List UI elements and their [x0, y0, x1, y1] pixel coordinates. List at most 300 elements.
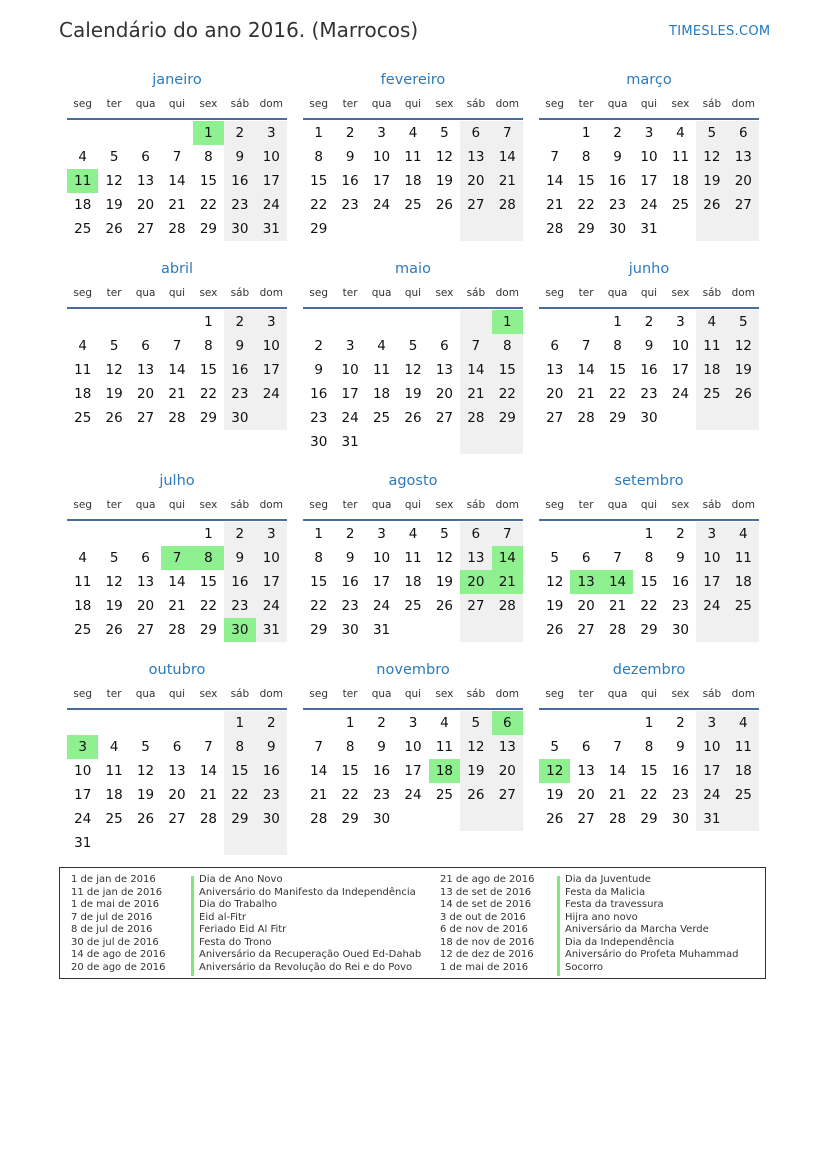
day-cell: 10: [262, 338, 280, 354]
day-cell: 7: [204, 739, 213, 755]
day-cell: 17: [262, 574, 280, 590]
day-cell: 8: [345, 739, 355, 755]
day-cell: 24: [341, 410, 359, 426]
weekday-label: ter: [106, 688, 122, 700]
legend-date: 12 de dez de 2016: [440, 949, 534, 960]
day-cell: 9: [676, 550, 685, 566]
header-rule: [67, 307, 287, 309]
day-cell: 8: [613, 338, 622, 354]
page-title: Calendário do ano 2016. (Marrocos): [59, 18, 419, 42]
day-cell: 13: [136, 362, 155, 378]
day-cell: 15: [608, 362, 627, 378]
day-cell: 16: [231, 362, 249, 378]
day-cell: 23: [671, 598, 690, 614]
day-cell: 30: [262, 811, 280, 827]
header-rule: [303, 307, 523, 309]
day-cell: 22: [577, 197, 595, 213]
day-cell: 21: [467, 386, 485, 402]
day-cell: 17: [671, 362, 690, 378]
day-cell: 17: [703, 763, 721, 779]
day-cell: 16: [341, 574, 359, 590]
day-cell: 23: [372, 787, 391, 803]
month-name: julho: [159, 473, 195, 489]
legend-names-left: [199, 874, 421, 974]
weekday-label: dom: [495, 499, 519, 511]
holiday-day-cell: 7: [161, 546, 192, 570]
weekday-label: qua: [371, 98, 392, 110]
day-cell: 28: [310, 811, 328, 827]
day-cell: 24: [671, 386, 690, 402]
day-cell: 14: [310, 763, 328, 779]
day-cell: 25: [671, 197, 690, 213]
day-cell: 31: [74, 835, 92, 851]
day-cell: 6: [471, 526, 481, 542]
day-cell: 31: [372, 622, 391, 638]
weekday-header: [539, 499, 759, 517]
weekday-label: seg: [73, 98, 93, 110]
day-cell: 12: [546, 574, 564, 590]
legend-date: 8 de jul de 2016: [71, 924, 153, 935]
day-cell: 8: [502, 338, 512, 354]
month-name: novembro: [376, 662, 450, 678]
weekday-label: dom: [495, 287, 519, 299]
day-cell: 1: [204, 526, 213, 542]
day-cell: 12: [734, 338, 752, 354]
day-cell: 16: [671, 763, 690, 779]
day-cell: 31: [640, 221, 658, 237]
day-cell: 9: [644, 338, 654, 354]
day-cell: 20: [577, 787, 595, 803]
day-cell: 26: [703, 197, 721, 213]
legend-date: 13 de set de 2016: [440, 886, 532, 898]
day-cell: 1: [345, 715, 355, 731]
day-cell: 23: [262, 787, 280, 803]
weekday-label: qua: [135, 287, 156, 299]
day-cell: 13: [467, 149, 485, 165]
day-cell: 27: [136, 221, 155, 237]
weekday-label: sex: [671, 688, 690, 700]
weekday-label: sáb: [702, 98, 722, 110]
day-cell: 26: [136, 811, 155, 827]
weekday-label: ter: [106, 287, 122, 299]
weekday-header: [539, 98, 759, 116]
weekday-label: sex: [435, 499, 454, 511]
weekday-label: qui: [168, 499, 186, 511]
weekday-label: sex: [199, 98, 218, 110]
day-cell: 15: [199, 362, 218, 378]
day-cell: 23: [341, 197, 359, 213]
day-cell: 21: [608, 787, 627, 803]
day-cell: 21: [168, 598, 186, 614]
day-cell: 8: [314, 550, 323, 566]
day-cell: 18: [74, 386, 92, 402]
day-cell: 7: [471, 338, 481, 354]
day-cell: 9: [345, 550, 355, 566]
day-cell: 18: [734, 574, 752, 590]
day-cell: 3: [266, 526, 276, 542]
day-cell: 8: [644, 739, 654, 755]
day-cell: 10: [262, 550, 280, 566]
day-cell: 5: [550, 550, 559, 566]
day-cell: 15: [341, 763, 359, 779]
day-cell: 16: [231, 574, 249, 590]
weekday-label: sáb: [466, 688, 486, 700]
day-cell: 28: [546, 221, 564, 237]
weekday-label: seg: [309, 499, 329, 511]
day-cell: 28: [608, 811, 627, 827]
day-cell: 27: [577, 811, 595, 827]
holiday-day-cell: 20: [460, 570, 491, 594]
weekday-label: qui: [404, 287, 422, 299]
day-cell: 6: [440, 338, 449, 354]
day-cell: 3: [266, 314, 276, 330]
holiday-day-cell: 8: [193, 546, 224, 570]
weekday-header: [539, 287, 759, 305]
day-cell: 24: [262, 386, 280, 402]
day-cell: 7: [581, 338, 591, 354]
holiday-day-cell: 6: [492, 711, 523, 735]
weekday-label: qua: [371, 688, 392, 700]
day-cell: 30: [608, 221, 627, 237]
weekday-label: dom: [731, 287, 755, 299]
day-cell: 5: [109, 149, 119, 165]
day-cell: 22: [199, 197, 218, 213]
day-cell: 12: [105, 173, 123, 189]
day-cell: 25: [703, 386, 721, 402]
weekday-label: qua: [607, 499, 628, 511]
day-cell: 19: [546, 598, 564, 614]
day-cell: 11: [671, 149, 690, 165]
day-cell: 25: [404, 598, 422, 614]
day-cell: 22: [199, 598, 218, 614]
weekday-label: qui: [640, 499, 658, 511]
weekday-label: ter: [342, 98, 358, 110]
day-cell: 11: [372, 362, 391, 378]
weekday-label: qui: [168, 688, 186, 700]
day-cell: 28: [199, 811, 218, 827]
legend-dates-right: [440, 874, 534, 974]
day-cell: 6: [471, 125, 481, 141]
day-cell: 22: [310, 598, 328, 614]
day-cell: 22: [640, 787, 658, 803]
day-cell: 13: [577, 763, 595, 779]
header-rule: [539, 118, 759, 120]
day-cell: 13: [734, 149, 752, 165]
day-cell: 9: [235, 338, 245, 354]
weekday-label: sáb: [702, 499, 722, 511]
month-name: junho: [628, 261, 670, 277]
day-cell: 26: [546, 811, 564, 827]
day-cell: 10: [703, 550, 721, 566]
holiday-day-cell: 18: [429, 759, 460, 783]
day-cell: 4: [408, 526, 418, 542]
day-cell: 19: [136, 787, 155, 803]
header-rule: [67, 519, 287, 521]
day-cell: 28: [168, 622, 186, 638]
day-cell: 5: [738, 314, 748, 330]
day-cell: 11: [734, 550, 752, 566]
day-cell: 15: [640, 763, 658, 779]
day-cell: 12: [136, 763, 155, 779]
weekday-label: qui: [168, 287, 186, 299]
day-cell: 26: [105, 622, 123, 638]
day-cell: 14: [608, 763, 627, 779]
month-name: agosto: [388, 473, 438, 489]
weekday-label: ter: [106, 499, 122, 511]
legend-holiday-name: Aniversário do Profeta Muhammad: [565, 949, 739, 960]
day-cell: 5: [109, 550, 119, 566]
day-cell: 11: [404, 149, 422, 165]
day-cell: 27: [577, 622, 595, 638]
day-cell: 15: [577, 173, 595, 189]
legend-holiday-name: Socorro: [565, 961, 604, 973]
day-cell: 2: [613, 125, 622, 141]
day-cell: 28: [168, 221, 186, 237]
day-cell: 3: [266, 125, 276, 141]
day-cell: 11: [74, 574, 92, 590]
holiday-day-cell: 14: [602, 570, 633, 594]
weekday-label: sáb: [466, 98, 486, 110]
day-cell: 7: [502, 526, 512, 542]
weekday-label: sex: [671, 499, 690, 511]
day-cell: 28: [608, 622, 627, 638]
day-cell: 13: [467, 550, 485, 566]
holiday-day-cell: 13: [570, 570, 601, 594]
day-cell: 8: [581, 149, 591, 165]
brand-link[interactable]: TIMESLES.COM: [669, 24, 771, 39]
weekday-label: sáb: [230, 98, 250, 110]
weekday-label: ter: [342, 287, 358, 299]
day-cell: 18: [74, 598, 92, 614]
holiday-day-cell: 12: [539, 759, 570, 783]
day-cell: 29: [199, 410, 218, 426]
day-cell: 6: [581, 550, 591, 566]
day-cell: 2: [235, 125, 245, 141]
weekday-label: ter: [106, 98, 122, 110]
day-cell: 12: [105, 362, 123, 378]
day-cell: 11: [404, 550, 422, 566]
day-cell: 4: [707, 314, 717, 330]
day-cell: 14: [467, 362, 485, 378]
legend-date: 18 de nov de 2016: [440, 936, 535, 948]
weekday-label: dom: [731, 98, 755, 110]
weekday-label: qua: [607, 688, 628, 700]
day-cell: 10: [372, 550, 391, 566]
day-cell: 19: [435, 574, 454, 590]
weekday-label: dom: [259, 287, 283, 299]
header-rule: [539, 307, 759, 309]
day-cell: 21: [546, 197, 564, 213]
day-cell: 28: [498, 598, 516, 614]
day-cell: 30: [310, 434, 328, 450]
weekday-label: sex: [671, 287, 690, 299]
weekday-label: qui: [640, 287, 658, 299]
day-cell: 23: [231, 598, 249, 614]
day-cell: 3: [345, 338, 355, 354]
day-cell: 18: [74, 197, 92, 213]
day-cell: 4: [377, 338, 386, 354]
day-cell: 17: [640, 173, 658, 189]
day-cell: 14: [168, 173, 186, 189]
day-cell: 10: [703, 739, 721, 755]
weekday-header: [303, 499, 523, 517]
day-cell: 7: [502, 125, 512, 141]
legend-names-right: [565, 874, 738, 974]
day-cell: 24: [703, 787, 721, 803]
day-cell: 2: [345, 526, 355, 542]
holiday-day-cell: 30: [224, 618, 255, 642]
day-cell: 1: [204, 314, 213, 330]
day-cell: 18: [671, 173, 690, 189]
day-cell: 3: [707, 526, 717, 542]
holiday-legend: [59, 867, 766, 979]
legend-date: 14 de ago de 2016: [71, 949, 166, 960]
day-cell: 29: [199, 221, 218, 237]
weekday-label: seg: [545, 688, 565, 700]
month-name: dezembro: [612, 662, 686, 678]
day-cell: 2: [314, 338, 323, 354]
day-cell: 6: [172, 739, 182, 755]
day-cell: 19: [734, 362, 752, 378]
header-rule: [67, 118, 287, 120]
weekday-header: [303, 287, 523, 305]
day-cell: 22: [341, 787, 359, 803]
legend-holiday-name: Aniversário da Recuperação Oued Ed-Dahab: [199, 949, 422, 960]
legend-holiday-name: Eid al-Fitr: [199, 911, 246, 923]
day-cell: 25: [435, 787, 454, 803]
day-cell: 2: [345, 125, 355, 141]
weekday-header: [67, 98, 287, 116]
day-cell: 5: [109, 338, 119, 354]
day-cell: 19: [546, 787, 564, 803]
day-cell: 4: [78, 550, 87, 566]
day-cell: 14: [498, 149, 516, 165]
day-cell: 23: [231, 386, 249, 402]
day-cell: 1: [581, 125, 591, 141]
day-cell: 19: [105, 598, 123, 614]
day-cell: 17: [404, 763, 422, 779]
day-cell: 8: [644, 550, 654, 566]
day-cell: 7: [550, 149, 559, 165]
day-cell: 20: [734, 173, 752, 189]
holiday-day-cell: 21: [492, 570, 523, 594]
legend-date: 20 de ago de 2016: [71, 961, 166, 973]
weekday-label: dom: [259, 98, 283, 110]
day-cell: 27: [498, 787, 516, 803]
weekday-label: dom: [259, 499, 283, 511]
day-cell: 11: [105, 763, 123, 779]
weekday-label: seg: [73, 287, 93, 299]
day-cell: 7: [172, 338, 182, 354]
day-cell: 26: [435, 598, 454, 614]
day-cell: 25: [74, 221, 92, 237]
day-cell: 17: [262, 173, 280, 189]
day-cell: 26: [734, 386, 752, 402]
day-cell: 5: [440, 125, 449, 141]
day-cell: 2: [266, 715, 276, 731]
day-cell: 8: [204, 149, 213, 165]
day-cell: 29: [231, 811, 249, 827]
legend-date: 6 de nov de 2016: [440, 924, 528, 935]
day-cell: 20: [168, 787, 186, 803]
day-cell: 16: [231, 173, 249, 189]
legend-date: 11 de jan de 2016: [71, 886, 163, 898]
day-cell: 20: [136, 197, 155, 213]
weekday-label: sáb: [702, 688, 722, 700]
day-cell: 12: [435, 550, 454, 566]
day-cell: 10: [404, 739, 422, 755]
day-cell: 1: [314, 125, 323, 141]
day-cell: 31: [703, 811, 721, 827]
day-cell: 21: [498, 173, 516, 189]
weekday-header: [303, 98, 523, 116]
day-cell: 14: [577, 362, 595, 378]
day-cell: 15: [498, 362, 516, 378]
day-cell: 23: [608, 197, 627, 213]
day-cell: 29: [498, 410, 516, 426]
day-cell: 14: [199, 763, 218, 779]
day-cell: 10: [671, 338, 690, 354]
day-cell: 16: [310, 386, 328, 402]
day-cell: 8: [204, 338, 213, 354]
day-cell: 24: [703, 598, 721, 614]
day-cell: 12: [404, 362, 422, 378]
day-cell: 17: [372, 574, 391, 590]
legend-bar-left: [191, 876, 194, 976]
weekday-header: [67, 688, 287, 706]
day-cell: 27: [546, 410, 564, 426]
day-cell: 10: [341, 362, 359, 378]
day-cell: 13: [136, 173, 155, 189]
day-cell: 16: [671, 574, 690, 590]
day-cell: 7: [172, 149, 182, 165]
day-cell: 24: [262, 598, 280, 614]
day-cell: 20: [136, 598, 155, 614]
weekday-header: [539, 688, 759, 706]
day-cell: 6: [581, 739, 591, 755]
day-cell: 27: [168, 811, 186, 827]
day-cell: 5: [707, 125, 717, 141]
day-cell: 24: [74, 811, 92, 827]
day-cell: 4: [408, 125, 418, 141]
day-cell: 30: [640, 410, 658, 426]
day-cell: 14: [168, 362, 186, 378]
day-cell: 12: [435, 149, 454, 165]
day-cell: 7: [613, 550, 622, 566]
day-cell: 29: [310, 622, 328, 638]
weekday-header: [67, 287, 287, 305]
day-cell: 20: [498, 763, 516, 779]
month-name: janeiro: [152, 72, 202, 88]
header-rule: [539, 708, 759, 710]
legend-date: 1 de mai de 2016: [71, 899, 160, 910]
legend-date: 1 de mai de 2016: [440, 961, 529, 973]
day-cell: 27: [734, 197, 752, 213]
day-cell: 30: [231, 221, 249, 237]
day-cell: 4: [109, 739, 119, 755]
weekday-label: sáb: [230, 499, 250, 511]
legend-dates-left: [71, 874, 165, 974]
day-cell: 11: [74, 362, 92, 378]
day-cell: 19: [467, 763, 485, 779]
day-cell: 17: [372, 173, 391, 189]
weekday-label: ter: [342, 688, 358, 700]
day-cell: 9: [345, 149, 355, 165]
day-cell: 8: [235, 739, 245, 755]
weekday-label: dom: [259, 688, 283, 700]
legend-holiday-name: Aniversário da Marcha Verde: [565, 924, 709, 935]
day-cell: 15: [199, 173, 218, 189]
